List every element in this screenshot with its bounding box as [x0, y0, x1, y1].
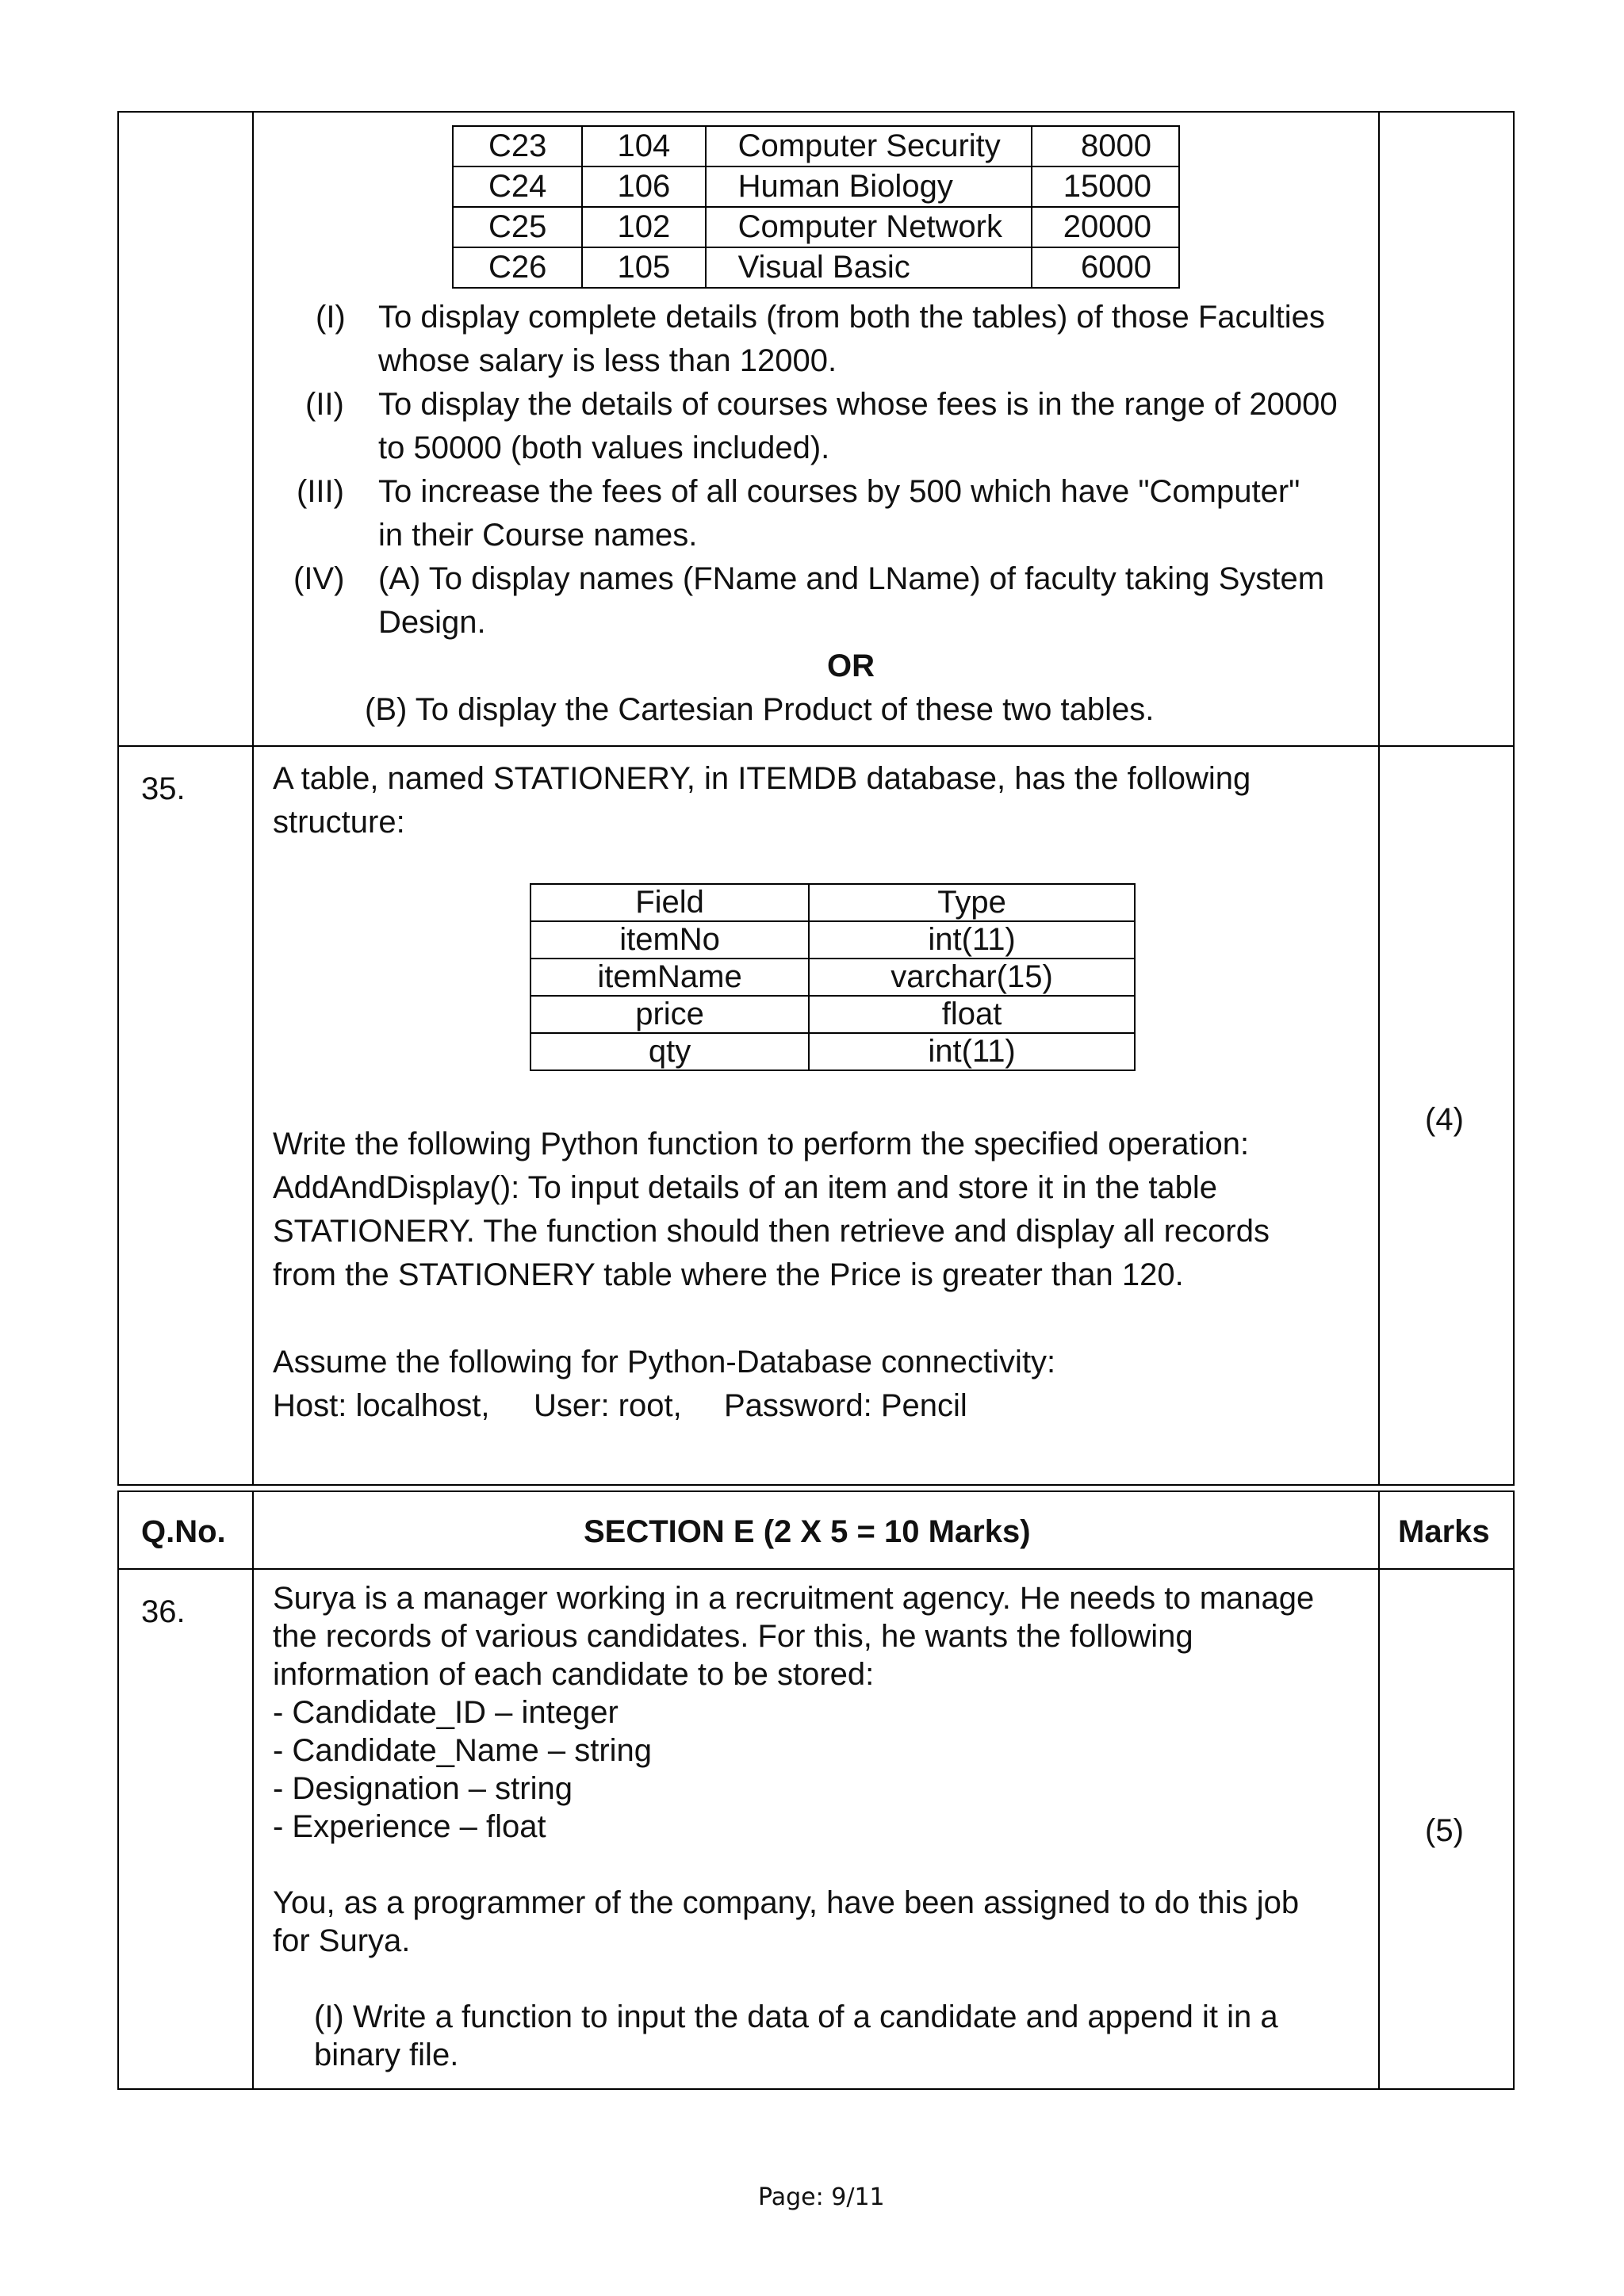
q35-task-line2: AddAndDisplay(): To input details of an item and store it in the table — [273, 1170, 1218, 1205]
structure-cell: int(11) — [809, 1033, 1135, 1070]
structure-cell: qty — [530, 1033, 809, 1070]
q36-field-2: - Candidate_Name – string — [273, 1733, 653, 1768]
course-cell: 15000 — [1032, 166, 1179, 207]
structure-row — [530, 959, 1135, 996]
structure-row — [530, 921, 1135, 959]
section-e-title: SECTION E (2 X 5 = 10 Marks) — [584, 1514, 1031, 1549]
q34-part-3-line1: To increase the fees of all courses by 500 which have "Computer" — [378, 474, 1300, 509]
course-row — [453, 247, 1179, 288]
course-cell: Visual Basic — [706, 247, 1032, 288]
structure-row — [530, 996, 1135, 1033]
q36-part1-line1: (I) Write a function to input the data of a candidate and append it in a — [314, 1999, 1278, 2034]
structure-cell: float — [809, 996, 1135, 1033]
q35-host: Host: localhost, — [273, 1388, 490, 1423]
course-cell: 102 — [582, 207, 705, 247]
q35-number: 35. — [141, 771, 186, 806]
course-cell: 104 — [582, 126, 705, 166]
q34-part-2-line1: To display the details of courses whose fees is in the range of 20000 — [378, 387, 1338, 422]
q35-task-line4: from the STATIONERY table where the Price is greater than 120. — [273, 1257, 1184, 1292]
q35-task-line3: STATIONERY. The function should then retrieve and display all records — [273, 1214, 1270, 1249]
q36-field-3: - Designation – string — [273, 1771, 573, 1806]
structure-cell: itemNo — [530, 921, 809, 959]
course-cell: C23 — [453, 126, 582, 166]
q34-part-3-number: (III) — [297, 474, 344, 509]
course-row — [453, 126, 1179, 166]
q34-part-3-line2: in their Course names. — [378, 518, 698, 553]
structure-cell: itemName — [530, 959, 809, 996]
structure-row — [530, 1033, 1135, 1070]
q35-password: Password: Pencil — [724, 1388, 967, 1423]
q34-part-2-line2: to 50000 (both values included). — [378, 430, 830, 465]
structure-header-cell: Field — [530, 884, 809, 921]
course-cell: Human Biology — [706, 166, 1032, 207]
course-cell: 106 — [582, 166, 705, 207]
course-cell: C24 — [453, 166, 582, 207]
structure-cell: int(11) — [809, 921, 1135, 959]
course-row — [453, 207, 1179, 247]
q35-assume-line: Assume the following for Python-Database connectivity: — [273, 1345, 1056, 1380]
structure-header-row — [530, 884, 1135, 921]
q35-marks: (4) — [1425, 1102, 1464, 1137]
q36-assign-line2: for Surya. — [273, 1923, 411, 1958]
q35-task-line1: Write the following Python function to perform the specified operation: — [273, 1127, 1250, 1161]
marks-column-header: Marks — [1398, 1514, 1490, 1549]
q34-or-separator: OR — [827, 649, 875, 683]
q34-part-4-number: (IV) — [293, 561, 345, 596]
q36-line1: Surya is a manager working in a recruitment agency. He needs to manage — [273, 1581, 1315, 1616]
q36-line3: information of each candidate to be stored: — [273, 1657, 875, 1692]
q36-field-4: - Experience – float — [273, 1809, 546, 1844]
q34-part-4b: (B) To display the Cartesian Product of these two tables. — [365, 692, 1155, 727]
q35-intro-line1: A table, named STATIONERY, in ITEMDB database, has the following — [273, 761, 1251, 796]
course-row — [453, 166, 1179, 207]
q35-user: User: root, — [534, 1388, 682, 1423]
course-cell: Computer Network — [706, 207, 1032, 247]
course-cell: C26 — [453, 247, 582, 288]
q34-part-1-line1: To display complete details (from both the tables) of those Faculties — [378, 300, 1325, 335]
q35-intro-line2: structure: — [273, 805, 405, 840]
course-cell: 20000 — [1032, 207, 1179, 247]
q36-line2: the records of various candidates. For this, he wants the following — [273, 1619, 1193, 1654]
course-cell: 6000 — [1032, 247, 1179, 288]
courses-table — [452, 125, 1180, 289]
q34-part-1-number: (I) — [316, 300, 346, 335]
structure-cell: price — [530, 996, 809, 1033]
q36-part1-line2: binary file. — [314, 2038, 459, 2072]
q36-assign-line1: You, as a programmer of the company, have been assigned to do this job — [273, 1885, 1300, 1920]
q34-part-4-line1: (A) To display names (FName and LName) of faculty taking System — [378, 561, 1325, 596]
structure-cell: varchar(15) — [809, 959, 1135, 996]
q34-part-4-line2: Design. — [378, 605, 486, 640]
q34-part-2-number: (II) — [305, 387, 344, 422]
page-number: Page: 9/11 — [758, 2183, 885, 2211]
stationery-structure-table — [530, 883, 1136, 1071]
q34-part-1-line2: whose salary is less than 12000. — [378, 343, 837, 378]
structure-header-cell: Type — [809, 884, 1135, 921]
course-cell: 105 — [582, 247, 705, 288]
q36-marks: (5) — [1425, 1813, 1464, 1848]
course-cell: 8000 — [1032, 126, 1179, 166]
q36-number: 36. — [141, 1594, 186, 1629]
course-cell: Computer Security — [706, 126, 1032, 166]
course-cell: C25 — [453, 207, 582, 247]
qno-column-header: Q.No. — [141, 1514, 226, 1549]
q36-field-1: - Candidate_ID – integer — [273, 1695, 619, 1730]
